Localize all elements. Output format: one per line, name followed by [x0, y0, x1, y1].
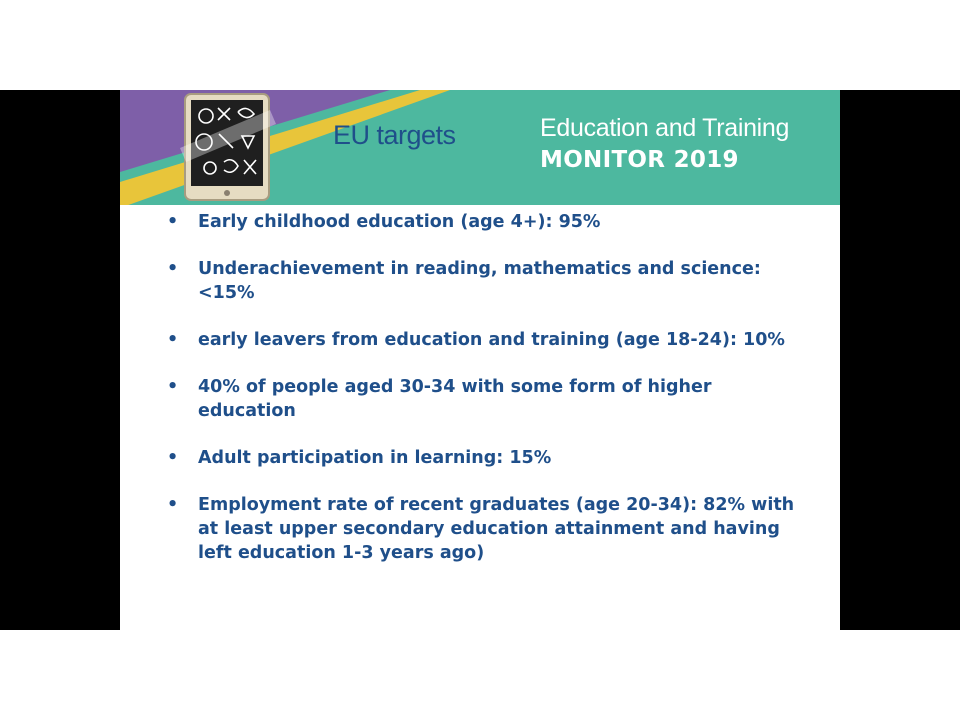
target-text: 40% of people aged 30-34 with some form of higher education	[198, 377, 712, 421]
bullet-icon: •	[167, 448, 179, 468]
target-text: Underachievement in reading, mathematics and science: <15%	[198, 259, 761, 303]
bullet-icon: •	[167, 212, 179, 232]
presentation-slide	[120, 90, 840, 630]
bullet-icon: •	[167, 495, 179, 515]
list-item	[165, 375, 805, 423]
target-text: Employment rate of recent graduates (age 20-34): 82% with at least upper secondary education attainment and having left education 1-3 years ago)	[198, 495, 795, 563]
list-item	[165, 493, 805, 565]
list-item	[165, 328, 805, 352]
targets-list	[165, 210, 805, 588]
slide-header	[120, 90, 840, 205]
publication-title: Education and Training	[540, 114, 790, 142]
list-item	[165, 210, 805, 234]
bullet-icon: •	[167, 377, 179, 397]
bullet-icon: •	[167, 330, 179, 350]
section-title: EU targets	[333, 120, 456, 150]
list-item	[165, 257, 805, 305]
target-text: Early childhood education (age 4+): 95%	[198, 212, 601, 232]
target-text: early leavers from education and training (age 18-24): 10%	[198, 330, 785, 350]
target-text: Adult participation in learning: 15%	[198, 448, 552, 468]
tablet-with-doodles-icon	[180, 94, 276, 200]
list-item	[165, 446, 805, 470]
bullet-icon: •	[167, 259, 179, 279]
publication-subtitle: MONITOR 2019	[540, 147, 739, 173]
